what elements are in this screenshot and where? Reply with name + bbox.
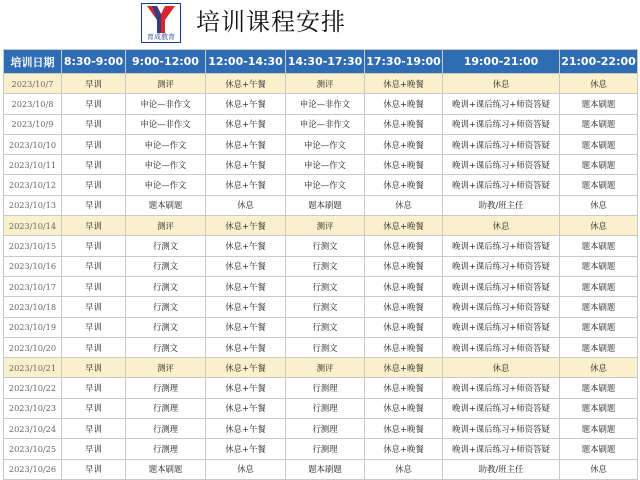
column-header: 9:00-12:00 xyxy=(126,50,206,74)
date-cell: 2023/10/20 xyxy=(4,337,62,357)
schedule-cell: 早训 xyxy=(62,459,126,479)
schedule-cell: 申论—作文 xyxy=(286,134,365,154)
date-cell: 2023/10/22 xyxy=(4,378,62,398)
schedule-cell: 题本刷题 xyxy=(126,195,206,215)
table-row xyxy=(4,134,638,154)
date-cell: 2023/10/26 xyxy=(4,459,62,479)
date-cell: 2023/10/14 xyxy=(4,216,62,236)
schedule-cell: 申论—非作文 xyxy=(126,114,206,134)
schedule-cell: 休息 xyxy=(206,459,286,479)
schedule-cell: 助教/班主任 xyxy=(443,459,560,479)
date-cell: 2023/10/11 xyxy=(4,155,62,175)
schedule-cell: 休息+午餐 xyxy=(206,236,286,256)
schedule-cell: 休息+午餐 xyxy=(206,358,286,378)
table-header-row xyxy=(4,50,638,74)
table-row xyxy=(4,337,638,357)
schedule-cell: 休息+午餐 xyxy=(206,74,286,94)
schedule-cell: 行测理 xyxy=(126,378,206,398)
schedule-cell: 题本刷题 xyxy=(560,276,638,296)
schedule-cell: 申论—作文 xyxy=(286,175,365,195)
date-cell: 2023/10/7 xyxy=(4,74,62,94)
schedule-cell: 休息 xyxy=(365,459,443,479)
schedule-cell: 助教/班主任 xyxy=(443,195,560,215)
schedule-cell: 测评 xyxy=(126,358,206,378)
schedule-cell: 晚训+课后练习+师资答疑 xyxy=(443,256,560,276)
schedule-cell: 题本刷题 xyxy=(560,114,638,134)
schedule-cell: 题本刷题 xyxy=(560,134,638,154)
schedule-cell: 休息+晚餐 xyxy=(365,74,443,94)
schedule-cell: 休息+晚餐 xyxy=(365,398,443,418)
logo-text: 育成教育 xyxy=(147,33,175,41)
schedule-cell: 早训 xyxy=(62,155,126,175)
schedule-cell: 休息+晚餐 xyxy=(365,276,443,296)
schedule-cell: 休息 xyxy=(443,358,560,378)
schedule-cell: 休息+午餐 xyxy=(206,134,286,154)
page-title: 培训课程安排 xyxy=(196,8,346,36)
table-row xyxy=(4,398,638,418)
schedule-cell: 早训 xyxy=(62,439,126,459)
column-header: 14:30-17:30 xyxy=(286,50,365,74)
schedule-cell: 晚训+课后练习+师资答疑 xyxy=(443,439,560,459)
schedule-cell: 早训 xyxy=(62,256,126,276)
column-header: 21:00-22:00 xyxy=(560,50,638,74)
schedule-cell: 题本刷题 xyxy=(560,439,638,459)
schedule-cell: 行测理 xyxy=(126,398,206,418)
schedule-cell: 题本刷题 xyxy=(286,195,365,215)
schedule-cell: 早训 xyxy=(62,134,126,154)
date-cell: 2023/10/9 xyxy=(4,114,62,134)
schedule-cell: 申论—作文 xyxy=(126,155,206,175)
table-row xyxy=(4,439,638,459)
schedule-cell: 题本刷题 xyxy=(126,459,206,479)
schedule-cell: 早训 xyxy=(62,175,126,195)
schedule-cell: 测评 xyxy=(286,74,365,94)
column-header: 19:00-21:00 xyxy=(443,50,560,74)
schedule-cell: 休息+午餐 xyxy=(206,114,286,134)
table-body xyxy=(4,74,638,480)
schedule-cell: 晚训+课后练习+师资答疑 xyxy=(443,276,560,296)
schedule-cell: 休息+晚餐 xyxy=(365,439,443,459)
schedule-cell: 休息+午餐 xyxy=(206,276,286,296)
schedule-cell: 晚训+课后练习+师资答疑 xyxy=(443,337,560,357)
schedule-cell: 行测文 xyxy=(286,236,365,256)
date-cell: 2023/10/18 xyxy=(4,297,62,317)
schedule-cell: 行测理 xyxy=(286,378,365,398)
table-row xyxy=(4,74,638,94)
table-row xyxy=(4,317,638,337)
schedule-cell: 早训 xyxy=(62,94,126,114)
date-cell: 2023/10/23 xyxy=(4,398,62,418)
schedule-cell: 休息+晚餐 xyxy=(365,94,443,114)
schedule-cell: 行测理 xyxy=(126,439,206,459)
schedule-cell: 休息+午餐 xyxy=(206,216,286,236)
logo-y-icon xyxy=(145,5,177,35)
schedule-cell: 休息+晚餐 xyxy=(365,175,443,195)
schedule-cell: 休息+晚餐 xyxy=(365,155,443,175)
column-header: 17:30-19:00 xyxy=(365,50,443,74)
schedule-cell: 申论—作文 xyxy=(126,175,206,195)
schedule-cell: 早训 xyxy=(62,195,126,215)
schedule-cell: 测评 xyxy=(286,216,365,236)
schedule-cell: 行测理 xyxy=(126,419,206,439)
schedule-cell: 晚训+课后练习+师资答疑 xyxy=(443,134,560,154)
schedule-cell: 晚训+课后练习+师资答疑 xyxy=(443,94,560,114)
schedule-cell: 题本刷题 xyxy=(560,155,638,175)
schedule-cell: 晚训+课后练习+师资答疑 xyxy=(443,114,560,134)
date-cell: 2023/10/13 xyxy=(4,195,62,215)
table-row xyxy=(4,94,638,114)
schedule-cell: 早训 xyxy=(62,236,126,256)
date-cell: 2023/10/10 xyxy=(4,134,62,154)
table-row xyxy=(4,216,638,236)
table-row xyxy=(4,297,638,317)
schedule-cell: 休息 xyxy=(206,195,286,215)
schedule-cell: 休息 xyxy=(560,459,638,479)
schedule-cell: 晚训+课后练习+师资答疑 xyxy=(443,317,560,337)
schedule-cell: 题本刷题 xyxy=(560,297,638,317)
schedule-cell: 休息+晚餐 xyxy=(365,256,443,276)
schedule-cell: 休息+晚餐 xyxy=(365,297,443,317)
schedule-cell: 晚训+课后练习+师资答疑 xyxy=(443,297,560,317)
schedule-cell: 休息+午餐 xyxy=(206,175,286,195)
schedule-cell: 休息+午餐 xyxy=(206,317,286,337)
schedule-cell: 题本刷题 xyxy=(560,175,638,195)
schedule-cell: 行测文 xyxy=(286,256,365,276)
schedule-cell: 休息+午餐 xyxy=(206,256,286,276)
schedule-cell: 休息+午餐 xyxy=(206,155,286,175)
schedule-cell: 晚训+课后练习+师资答疑 xyxy=(443,398,560,418)
schedule-cell: 行测文 xyxy=(126,236,206,256)
schedule-cell: 行测文 xyxy=(126,337,206,357)
schedule-cell: 早训 xyxy=(62,317,126,337)
schedule-cell: 申论—非作文 xyxy=(286,114,365,134)
schedule-cell: 题本刷题 xyxy=(560,317,638,337)
column-header: 培训日期 xyxy=(4,50,62,74)
schedule-cell: 申论—作文 xyxy=(126,134,206,154)
schedule-cell: 测评 xyxy=(286,358,365,378)
schedule-cell: 休息+午餐 xyxy=(206,378,286,398)
table-row xyxy=(4,459,638,479)
schedule-cell: 休息+晚餐 xyxy=(365,419,443,439)
schedule-cell: 早训 xyxy=(62,216,126,236)
schedule-cell: 题本刷题 xyxy=(286,459,365,479)
schedule-cell: 休息+午餐 xyxy=(206,419,286,439)
schedule-cell: 早训 xyxy=(62,398,126,418)
schedule-cell: 休息+午餐 xyxy=(206,337,286,357)
schedule-cell: 申论—作文 xyxy=(286,155,365,175)
schedule-cell: 测评 xyxy=(126,216,206,236)
table-row xyxy=(4,155,638,175)
date-cell: 2023/10/15 xyxy=(4,236,62,256)
schedule-cell: 早训 xyxy=(62,297,126,317)
schedule-cell: 行测文 xyxy=(126,256,206,276)
schedule-cell: 行测文 xyxy=(286,317,365,337)
schedule-cell: 休息+晚餐 xyxy=(365,358,443,378)
schedule-cell: 题本刷题 xyxy=(560,378,638,398)
schedule-cell: 休息+午餐 xyxy=(206,297,286,317)
table-row xyxy=(4,236,638,256)
table-row xyxy=(4,358,638,378)
schedule-cell: 申论—非作文 xyxy=(126,94,206,114)
date-cell: 2023/10/17 xyxy=(4,276,62,296)
schedule-cell: 休息 xyxy=(365,195,443,215)
table-row xyxy=(4,419,638,439)
schedule-cell: 早训 xyxy=(62,276,126,296)
schedule-cell: 休息+晚餐 xyxy=(365,216,443,236)
schedule-cell: 题本刷题 xyxy=(560,398,638,418)
date-cell: 2023/10/25 xyxy=(4,439,62,459)
table-row xyxy=(4,378,638,398)
schedule-cell: 行测文 xyxy=(286,297,365,317)
schedule-cell: 晚训+课后练习+师资答疑 xyxy=(443,175,560,195)
schedule-cell: 行测理 xyxy=(286,398,365,418)
schedule-cell: 休息+晚餐 xyxy=(365,378,443,398)
schedule-cell: 行测理 xyxy=(286,439,365,459)
table-row xyxy=(4,114,638,134)
schedule-cell: 题本刷题 xyxy=(560,419,638,439)
date-cell: 2023/10/24 xyxy=(4,419,62,439)
schedule-cell: 休息+午餐 xyxy=(206,439,286,459)
schedule-cell: 休息+晚餐 xyxy=(365,134,443,154)
schedule-cell: 晚训+课后练习+师资答疑 xyxy=(443,378,560,398)
schedule-cell: 题本刷题 xyxy=(560,236,638,256)
brand-logo xyxy=(141,3,181,43)
schedule-cell: 申论—非作文 xyxy=(286,94,365,114)
date-cell: 2023/10/16 xyxy=(4,256,62,276)
date-cell: 2023/10/8 xyxy=(4,94,62,114)
schedule-cell: 休息+午餐 xyxy=(206,398,286,418)
table-row xyxy=(4,175,638,195)
schedule-cell: 休息 xyxy=(560,74,638,94)
schedule-cell: 休息+晚餐 xyxy=(365,317,443,337)
table-row xyxy=(4,256,638,276)
schedule-cell: 早训 xyxy=(62,74,126,94)
date-cell: 2023/10/19 xyxy=(4,317,62,337)
schedule-cell: 测评 xyxy=(126,74,206,94)
schedule-cell: 晚训+课后练习+师资答疑 xyxy=(443,155,560,175)
schedule-cell: 休息 xyxy=(560,216,638,236)
schedule-cell: 休息 xyxy=(560,358,638,378)
schedule-cell: 早训 xyxy=(62,114,126,134)
schedule-cell: 休息 xyxy=(443,216,560,236)
schedule-cell: 行测文 xyxy=(126,276,206,296)
schedule-cell: 题本刷题 xyxy=(560,337,638,357)
table-row xyxy=(4,276,638,296)
schedule-cell: 题本刷题 xyxy=(560,94,638,114)
schedule-cell: 行测文 xyxy=(126,297,206,317)
schedule-cell: 行测文 xyxy=(286,276,365,296)
table-row xyxy=(4,195,638,215)
schedule-cell: 休息 xyxy=(560,195,638,215)
schedule-cell: 早训 xyxy=(62,378,126,398)
date-cell: 2023/10/21 xyxy=(4,358,62,378)
schedule-cell: 休息 xyxy=(443,74,560,94)
schedule-cell: 行测理 xyxy=(286,419,365,439)
page-header xyxy=(0,0,640,46)
schedule-cell: 休息+晚餐 xyxy=(365,337,443,357)
schedule-cell: 早训 xyxy=(62,337,126,357)
date-cell: 2023/10/12 xyxy=(4,175,62,195)
schedule-cell: 晚训+课后练习+师资答疑 xyxy=(443,419,560,439)
schedule-cell: 晚训+课后练习+师资答疑 xyxy=(443,236,560,256)
schedule-cell: 行测文 xyxy=(286,337,365,357)
schedule-cell: 休息+晚餐 xyxy=(365,114,443,134)
column-header: 12:00-14:30 xyxy=(206,50,286,74)
schedule-cell: 早训 xyxy=(62,358,126,378)
schedule-cell: 题本刷题 xyxy=(560,256,638,276)
column-header: 8:30-9:00 xyxy=(62,50,126,74)
schedule-cell: 早训 xyxy=(62,419,126,439)
schedule-cell: 行测文 xyxy=(126,317,206,337)
schedule-table xyxy=(3,49,638,480)
schedule-cell: 休息+晚餐 xyxy=(365,236,443,256)
schedule-cell: 休息+午餐 xyxy=(206,94,286,114)
